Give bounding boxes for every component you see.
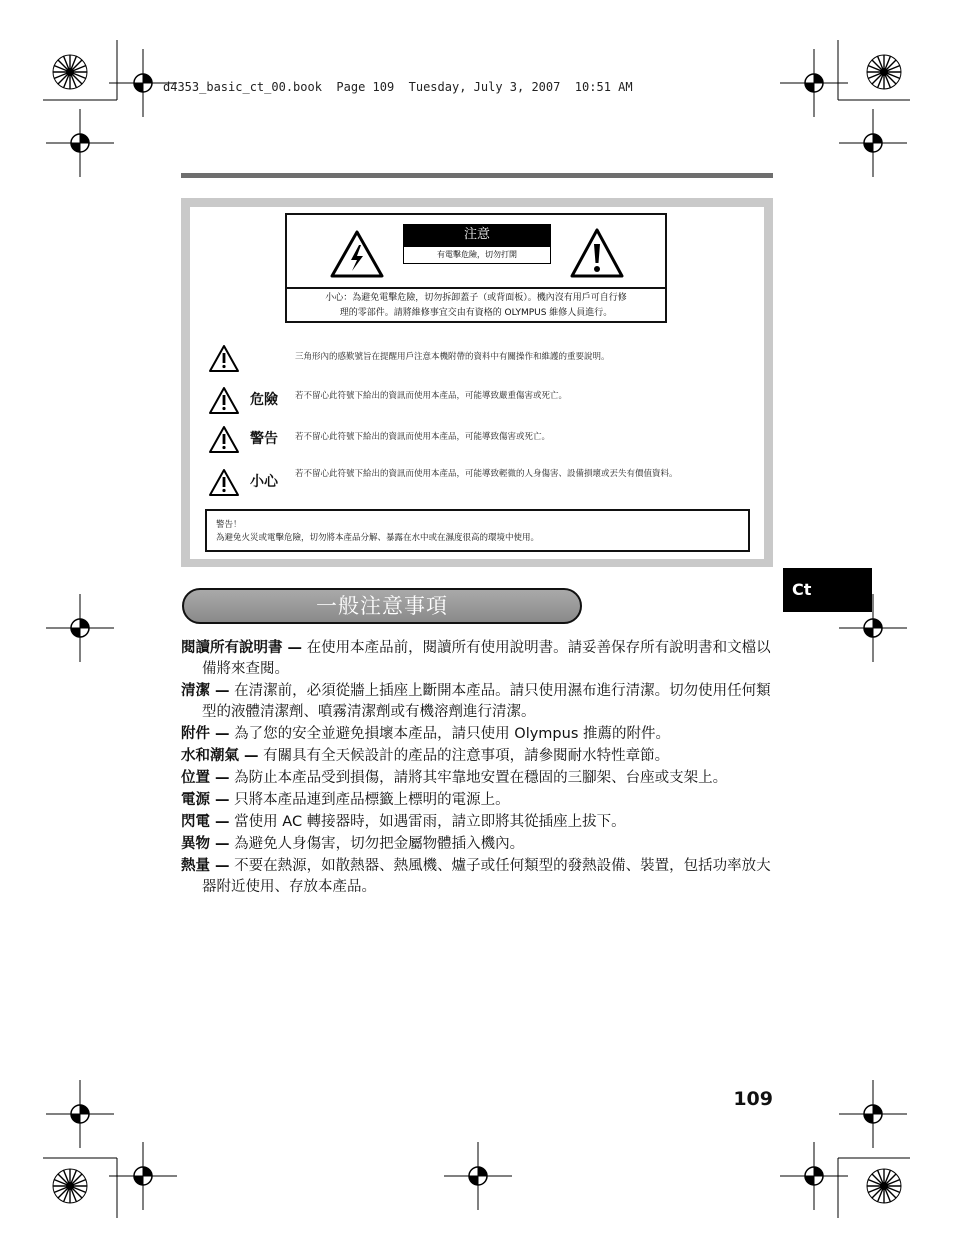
star-mark-icon bbox=[867, 1169, 901, 1203]
symbol-row bbox=[208, 341, 758, 375]
exclamation-triangle-icon bbox=[569, 227, 625, 279]
language-tab: Ct bbox=[783, 568, 872, 612]
warning-box bbox=[205, 509, 750, 552]
caution-subtitle: 有電擊危險，切勿打開 bbox=[403, 246, 551, 264]
symbol-label: 小心 bbox=[250, 474, 278, 490]
crosshair-icon bbox=[109, 1142, 177, 1210]
symbol-row-warning bbox=[208, 422, 758, 456]
electric-shock-icon bbox=[329, 229, 385, 279]
warning-triangle-icon bbox=[208, 468, 240, 497]
list-item: 清潔 — 在清潔前，必須從牆上插座上斷開本產品。請只使用濕布進行清潔。切勿使用任何類型的液體清潔劑、噴霧清潔劑或有機溶劑進行清潔。 bbox=[181, 683, 771, 720]
star-mark-icon bbox=[53, 1169, 87, 1203]
list-item: 異物 — 為避免人身傷害，切勿把金屬物體插入機內。 bbox=[181, 836, 525, 852]
crosshair-icon bbox=[444, 1142, 512, 1210]
caution-text: 小心：為避免電擊危險，切勿拆卸蓋子（或背面板）。機內沒有用戶可自行修 理的零部件。請將維修事宜交由有資格的 OLYMPUS 維修人員進行。 bbox=[325, 293, 627, 318]
symbol-row-caution bbox=[208, 465, 758, 499]
crosshair-icon bbox=[46, 1080, 114, 1148]
warning-triangle-icon bbox=[208, 425, 240, 454]
crosshair-icon bbox=[839, 109, 907, 177]
symbol-text: 若不留心此符號下給出的資訊而使用本產品，可能導致嚴重傷害或死亡。 bbox=[295, 391, 568, 401]
warning-text: 為避免火災或電擊危險，切勿將本產品分解、暴露在水中或在濕度很高的環境中使用。 bbox=[216, 533, 540, 543]
list-item: 閱讀所有說明書 — 在使用本產品前，閱讀所有使用說明書。請妥善保存所有說明書和文檔以備將來查閱。 bbox=[181, 640, 771, 677]
symbol-label: 警告 bbox=[250, 431, 278, 447]
print-header: d4353_basic_ct_00.book Page 109 Tuesday, July 3, 2007 10:51 AM bbox=[163, 80, 633, 94]
symbol-text: 若不留心此符號下給出的資訊而使用本產品，可能導致傷害或死亡。 bbox=[295, 432, 551, 442]
crosshair-icon bbox=[46, 594, 114, 662]
warning-title: 警告！ bbox=[216, 520, 242, 530]
list-item: 閃電 — 當使用 AC 轉接器時，如遇雷雨，請立即將其從插座上拔下。 bbox=[181, 814, 626, 830]
symbol-text: 三角形內的感歎號旨在提醒用戶注意本機附帶的資料中有關操作和維護的重要說明。 bbox=[295, 352, 610, 362]
warning-triangle-icon bbox=[208, 386, 240, 415]
star-mark-icon bbox=[53, 55, 87, 89]
caution-divider bbox=[287, 287, 665, 289]
list-item: 熱量 — 不要在熱源，如散熱器、熱風機、爐子或任何類型的發熱設備、裝置，包括功率放大器附近使用、存放本產品。 bbox=[181, 858, 771, 895]
list-item: 電源 — 只將本產品連到產品標籤上標明的電源上。 bbox=[181, 792, 510, 808]
symbol-label: 危險 bbox=[250, 392, 278, 408]
section-heading bbox=[182, 588, 582, 624]
list-item: 位置 — 為防止本產品受到損傷，請將其牢靠地安置在穩固的三腳架、台座或支架上。 bbox=[181, 770, 728, 786]
symbol-text: 若不留心此符號下給出的資訊而使用本產品，可能導致輕微的人身傷害、設備損壞或丟失有價值資料。 bbox=[295, 469, 678, 479]
list-item: 水和潮氣 — 有關具有全天候設計的產品的注意事項，請參閱耐水特性章節。 bbox=[181, 748, 670, 764]
caution-title: 注意 bbox=[403, 224, 551, 246]
warning-triangle-icon bbox=[208, 344, 240, 373]
page-number: 109 bbox=[733, 1088, 773, 1110]
top-rule bbox=[181, 173, 773, 178]
crosshair-icon bbox=[839, 1080, 907, 1148]
star-mark-icon bbox=[867, 55, 901, 89]
list-item: 附件 — 為了您的安全並避免損壞本產品，請只使用 Olympus 推薦的附件。 bbox=[181, 726, 670, 742]
section-title: 一般注意事項 bbox=[316, 594, 448, 618]
caution-box bbox=[285, 213, 667, 323]
precautions-list bbox=[181, 638, 773, 899]
symbol-row-danger bbox=[208, 383, 758, 417]
crosshair-icon bbox=[46, 109, 114, 177]
